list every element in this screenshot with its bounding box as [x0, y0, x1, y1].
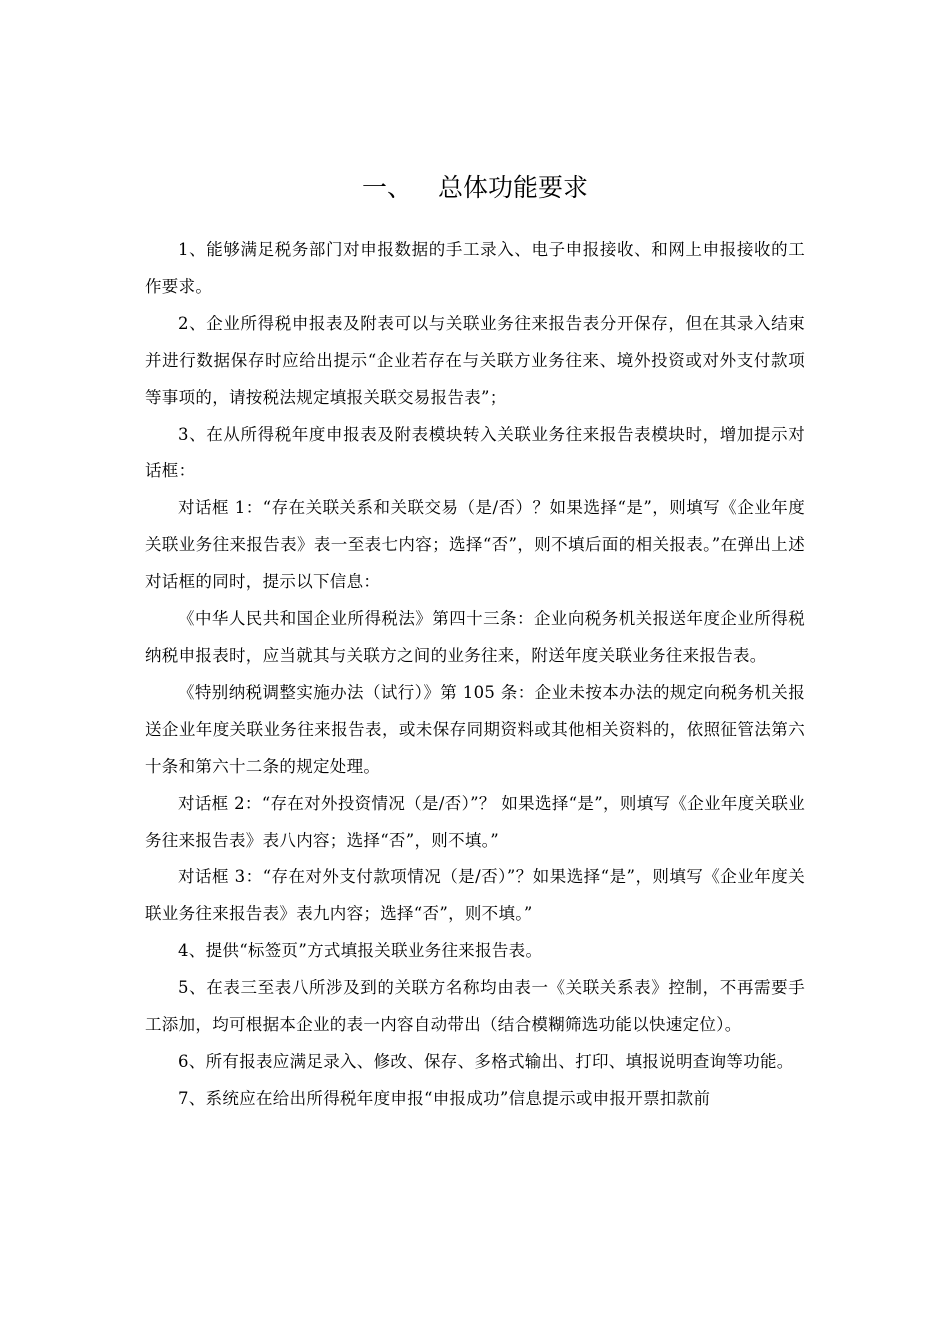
section-title-text: 总体功能要求 [438, 173, 589, 202]
paragraph-6: 6、所有报表应满足录入、修改、保存、多格式输出、打印、填报说明查询等功能。 [178, 1051, 794, 1071]
paragraph-4: 4、提供“标签页”方式填报关联业务往来报告表。 [178, 941, 543, 961]
paragraph-1: 1、能够满足税务部门对申报数据的手工录入、电子申报接收、和网上申报接收的工作要求。 [145, 240, 805, 296]
paragraph-article-105: 《特别纳税调整实施办法（试行）》第 105 条：企业未按本办法的规定向税务机关报送企业年度关联业务往来报告表，或未保存同期资料或其他相关资料的，依照征管法第六十条和第六十二条的规定处理。 [145, 682, 805, 776]
paragraph-dialog-2: 对话框 2：“存在对外投资情况（是/否）”？ 如果选择“是”，则填写《企业年度关联业务往来报告表》表八内容；选择“否”，则不填。” [145, 793, 805, 850]
document-body [145, 232, 805, 1118]
paragraph-dialog-1: 对话框 1：“存在关联关系和关联交易（是/否）？如果选择“是”，则填写《企业年度关联业务往来报告表》表一至表七内容；选择“否”，则不填后面的相关报表。”在弹出上述对话框的同时，提示以下信息： [145, 498, 805, 592]
section-number: 一、 [361, 173, 412, 202]
paragraph-7: 7、系统应在给出所得税年度申报“申报成功”信息提示或申报开票扣款前 [178, 1088, 711, 1108]
paragraph-5: 5、在表三至表八所涉及到的关联方名称均由表一《关联关系表》控制，不再需要手工添加，均可根据本企业的表一内容自动带出（结合模糊筛选功能以快速定位）。 [145, 978, 805, 1035]
paragraph-law-article-43: 《中华人民共和国企业所得税法》第四十三条：企业向税务机关报送年度企业所得税纳税申报表时，应当就其与关联方之间的业务往来，附送年度关联业务往来报告表。 [145, 609, 805, 665]
section-title [145, 168, 805, 208]
paragraph-2: 2、企业所得税申报表及附表可以与关联业务往来报告表分开保存，但在其录入结束并进行数据保存时应给出提示“企业若存在与关联方业务往来、境外投资或对外支付款项等事项的，请按税法规定填报关联交易报告表”； [145, 313, 805, 407]
paragraph-dialog-3: 对话框 3：“存在对外支付款项情况（是/否）”？如果选择“是”，则填写《企业年度关联业务往来报告表》表九内容；选择“否”，则不填。” [145, 867, 805, 924]
paragraph-3: 3、在从所得税年度申报表及附表模块转入关联业务往来报告表模块时，增加提示对话框： [145, 424, 805, 481]
